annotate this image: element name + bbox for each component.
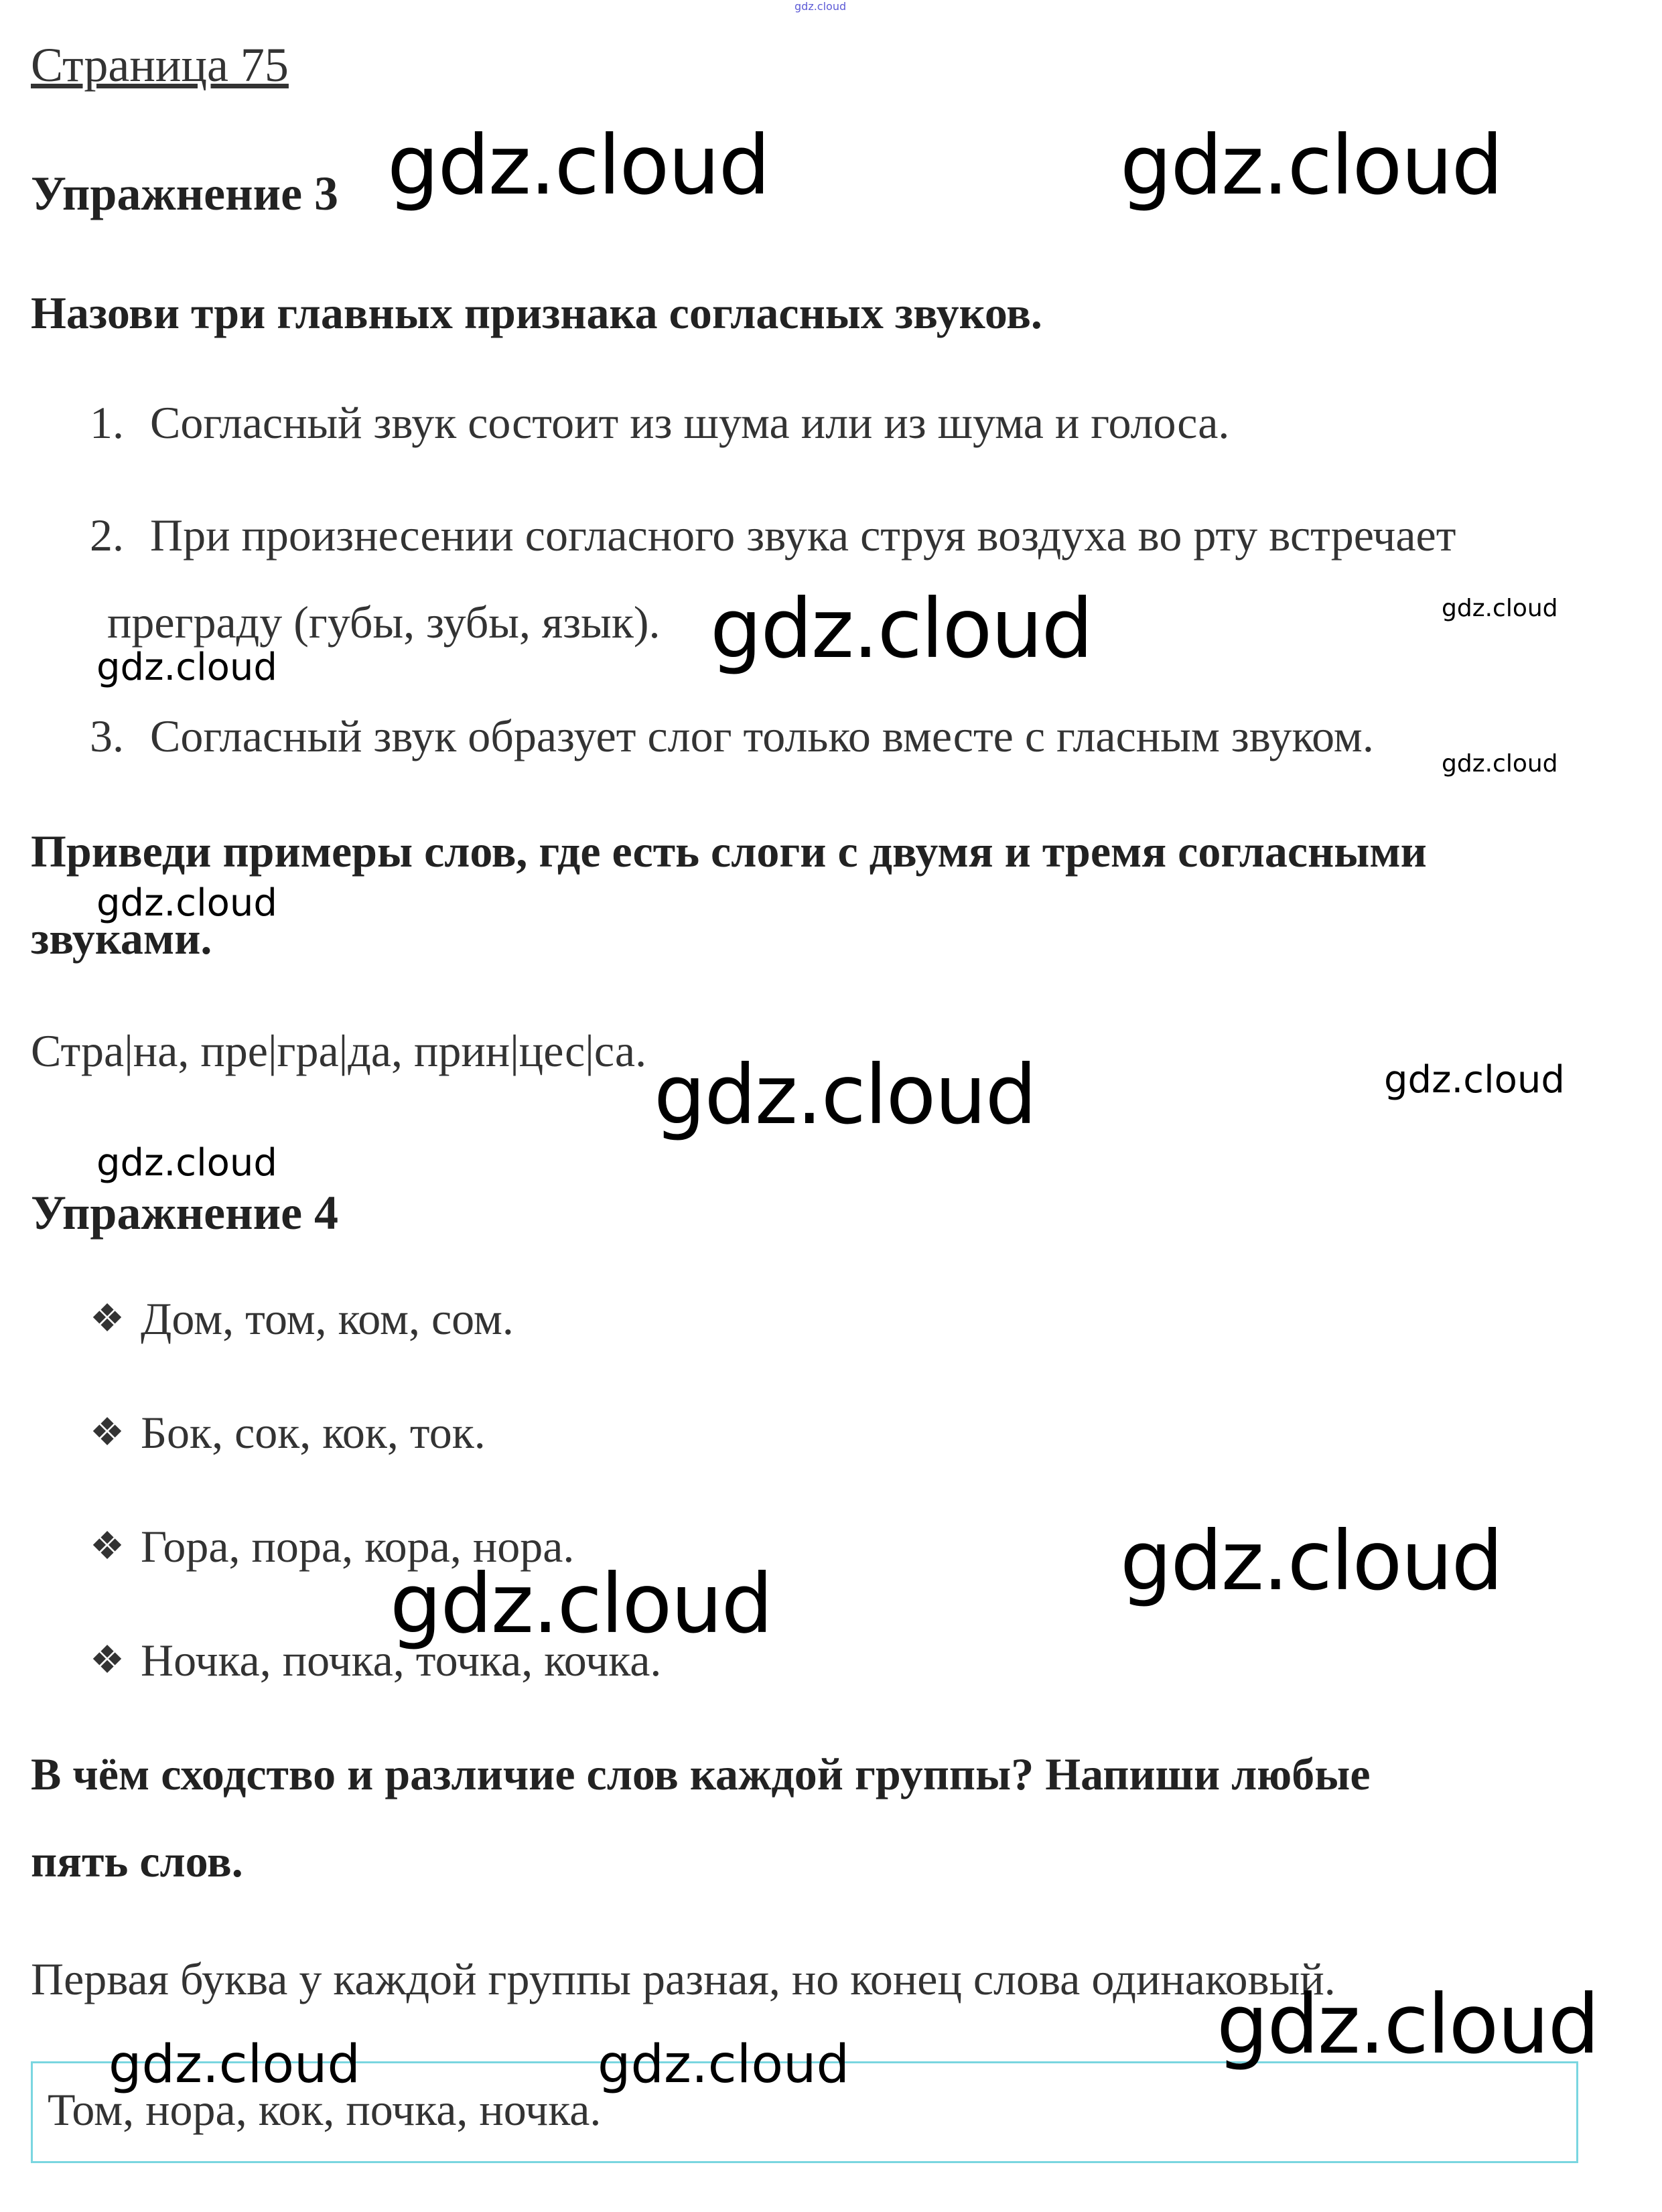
list-item-continuation: преграду (губы, зубы, язык). [107, 597, 661, 648]
list-text: Бок, сок, кок, ток. [141, 1407, 486, 1458]
diamond-bullet-icon: ❖ [90, 1638, 125, 1682]
watermark: gdz.cloud [1120, 118, 1503, 213]
watermark: gdz.cloud [1442, 595, 1558, 622]
list-text: Дом, том, ком, сом. [141, 1293, 514, 1344]
list-text: Согласный звук состоит из шума или из шума и голоса. [150, 397, 1230, 448]
list-number: 1. [90, 397, 124, 448]
exercise-3-title: Упражнение 3 [31, 167, 339, 220]
list-number: 2. [90, 510, 124, 561]
list-text: Согласный звук образует слог только вместе с гласным звуком. [150, 711, 1374, 761]
watermark: gdz.cloud [387, 118, 770, 213]
watermark: gdz.cloud [96, 881, 277, 925]
watermark: gdz.cloud [1384, 1058, 1565, 1102]
watermark: gdz.cloud [654, 1047, 1036, 1142]
watermark: gdz.cloud [1442, 750, 1558, 778]
watermark: gdz.cloud [390, 1556, 772, 1651]
exercise-3-question-2-cont: звуками. [31, 913, 212, 964]
answer-box-text: Том, нора, кок, почка, ночка. [48, 2084, 602, 2135]
list-item [90, 1406, 486, 1459]
page-title: Страница 75 [31, 38, 289, 92]
diamond-bullet-icon: ❖ [90, 1297, 125, 1340]
exercise-3-answer: Стра|на, пре|гра|да, прин|цес|са. [31, 1025, 647, 1076]
exercise-4-title: Упражнение 4 [31, 1186, 339, 1240]
watermark: gdz.cloud [96, 646, 277, 689]
diamond-bullet-icon: ❖ [90, 1410, 125, 1454]
watermark: gdz.cloud [710, 581, 1093, 676]
list-item [90, 710, 1374, 763]
watermark-tiny: gdz.cloud [794, 0, 847, 13]
list-item [90, 1293, 514, 1345]
exercise-3-question-2: Приведи примеры слов, где есть слоги с двумя и тремя согласными [31, 826, 1427, 877]
watermark: gdz.cloud [109, 2035, 360, 2095]
list-text: Ночка, почка, точка, кочка. [141, 1635, 662, 1686]
exercise-3-question-1: Назови три главных признака согласных звуков. [31, 287, 1042, 338]
list-text: При произнесении согласного звука струя воздуха во рту встречает [150, 510, 1456, 561]
watermark: gdz.cloud [96, 1141, 277, 1185]
exercise-4-question-cont: пять слов. [31, 1836, 243, 1887]
exercise-4-question: В чём сходство и различие слов каждой группы? Напиши любые [31, 1749, 1371, 1799]
list-text: Гора, пора, кора, нора. [141, 1521, 575, 1572]
watermark: gdz.cloud [1120, 1514, 1503, 1609]
list-item [90, 396, 1229, 449]
exercise-4-answer: Первая буква у каждой группы разная, но конец слова одинаковый. [31, 1953, 1336, 2004]
diamond-bullet-icon: ❖ [90, 1524, 125, 1568]
list-item [90, 509, 1456, 562]
list-number: 3. [90, 711, 124, 761]
watermark: gdz.cloud [1217, 1977, 1599, 2072]
watermark: gdz.cloud [598, 2035, 849, 2095]
